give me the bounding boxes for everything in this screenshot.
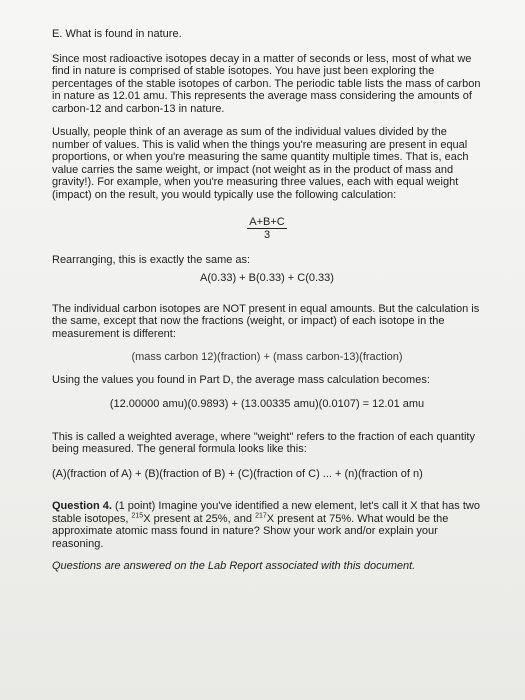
paragraph-average-explanation: Usually, people think of an average as sum of the individual values divided by the number of values. This is valid when the things you're measuring are present in equal proportions, or when you're measuring the same quantity multiple times. That is, each value carries the same weight, or impact (not weight as in the product of mass and gravity!). For example, when you're measuring three values, each with equal weight (impact) on the result, you would typically use the following calculation: (52, 126, 469, 201)
document-body (52, 28, 482, 573)
simple-average-formula (52, 212, 482, 242)
paragraph-intro: Since most radioactive isotopes decay in a matter of seconds or less, most of what we find in nature is comprised of stable isotopes. You have just been exploring the percentages of the stable isotopes of carbon. The periodic table lists the mass of carbon in nature as 12.01 amu. This represents the average mass considering the amounts of carbon-12 and carbon-13 in nature. (52, 52, 481, 115)
rearranged-formula: A(0.33) + B(0.33) + C(0.33) (200, 272, 334, 284)
paragraph-rearranging: Rearranging, this is exactly the same as: (52, 253, 251, 266)
fraction (247, 216, 286, 241)
question-label: Question 4. (52, 500, 112, 512)
carbon-calculation: (12.00000 amu)(0.9893) + (13.00335 amu)(0.0107) = 12.01 amu (109, 398, 425, 410)
weighted-word-formula: (mass carbon 12)(fraction) + (mass carbon-13)(fraction) (131, 351, 403, 363)
isotope-2-text: X present at 75%. What would be the approximate atomic mass found in nature? Show your work and/or explain your reasoning. (52, 512, 449, 550)
question-4 (52, 500, 482, 550)
paragraph-weighted-average: This is called a weighted average, where "weight" refers to the fraction of each quantity being measured. The general formula looks like this: (52, 430, 475, 455)
paragraph-values-part-d: Using the values you found in Part D, the average mass calculation becomes: (52, 373, 430, 386)
question-points: (1 point) (114, 500, 156, 512)
lab-report-note: Questions are answered on the Lab Report associated with this document. (52, 560, 416, 572)
paragraph-carbon-isotopes: The individual carbon isotopes are NOT present in equal amounts. But the calculation is the same, except that now the fractions (weight, or impact) of each isotope in the measurement is different: (52, 302, 480, 340)
isotope-1-mass: 215 (131, 511, 144, 519)
section-heading: E. What is found in nature. (52, 28, 182, 40)
isotope-1-text: X present at 25%, and (143, 512, 253, 525)
fraction-numerator: A+B+C (249, 216, 285, 228)
isotope-2-mass: 217 (255, 511, 267, 519)
general-formula: (A)(fraction of A) + (B)(fraction of B) + (C)(fraction of C) ... + (n)(fraction of n) (52, 467, 423, 480)
question-text-a: Imagine you've identified a new element, let's call it X that has two stable isotopes, (52, 500, 480, 525)
fraction-denominator: 3 (263, 229, 271, 241)
